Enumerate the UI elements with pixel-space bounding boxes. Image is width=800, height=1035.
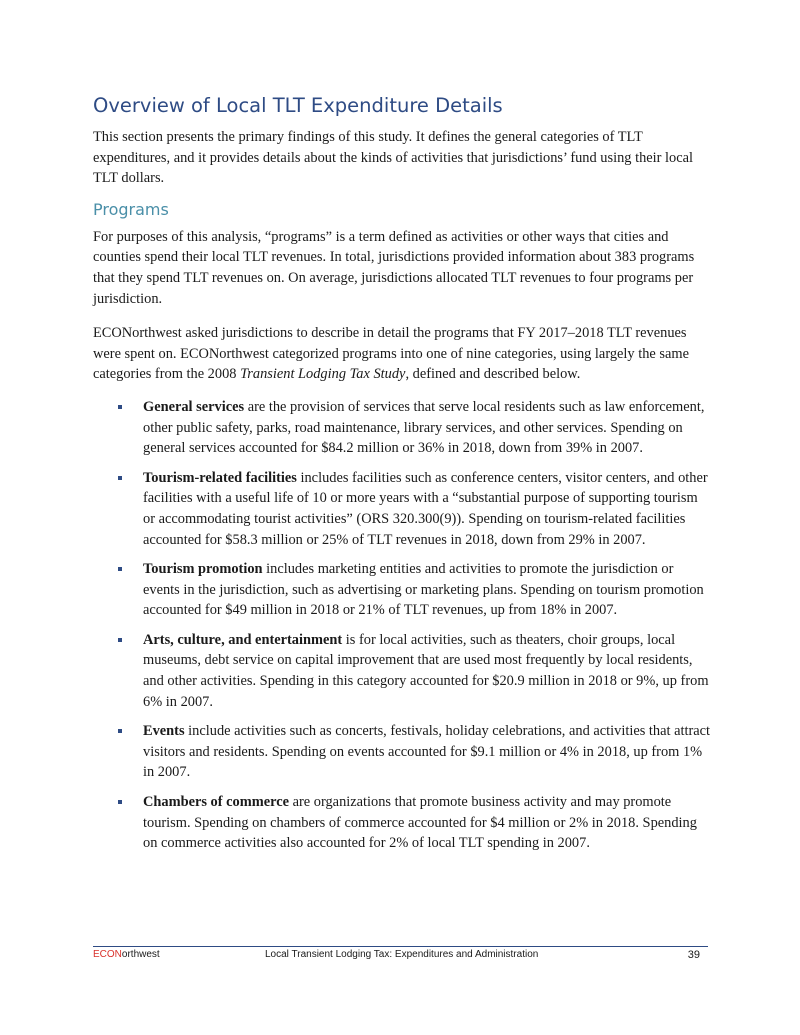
programs-paragraph-2-start: ECONorthwest asked jurisdictions to describe in detail the programs that FY 2017–2018 TLT revenues were spent on. ECONorthwest categorized programs into one of nine categories, using largely the same categories from the 2008: [93, 325, 689, 383]
bullet-icon: [118, 800, 122, 804]
category-term: Chambers of commerce: [143, 794, 289, 811]
brand-econ: ECON: [93, 949, 122, 960]
category-term: General services: [143, 398, 245, 415]
footer-brand: [93, 949, 160, 960]
list-item: [93, 630, 713, 712]
programs-paragraph-2-end: , defined and described below.: [405, 366, 581, 383]
programs-heading: Programs: [93, 199, 169, 219]
category-term: Arts, culture, and entertainment: [143, 631, 343, 648]
bullet-icon: [118, 638, 122, 642]
page-number: 39: [687, 949, 700, 961]
category-term: Tourism-related facilities: [143, 469, 297, 486]
category-list: [93, 397, 713, 854]
list-item: [93, 792, 713, 854]
bullet-icon: [118, 567, 122, 571]
study-title: Transient Lodging Tax Study: [240, 366, 406, 383]
list-item: [93, 559, 713, 621]
brand-rest: orthwest: [121, 949, 160, 960]
list-item: [93, 721, 713, 783]
footer-document-title: Local Transient Lodging Tax: Expenditures and Administration: [265, 949, 539, 960]
bullet-icon: [118, 405, 122, 409]
category-description: includes facilities such as conference centers, visitor centers, and other facilities with a useful life of 10 or more years with a “substantial purpose of supporting tourism or accommodating tourist activities” (ORS 320.300(9)). Spending on tourism-related facilities accounted for $58.3 million or 25% of TLT revenues in 2018, down from 29% in 2007.: [143, 469, 708, 548]
list-item: [93, 397, 713, 459]
page-footer: [93, 949, 708, 965]
main-content: [93, 92, 713, 863]
section-heading: Overview of Local TLT Expenditure Details: [93, 94, 503, 117]
programs-paragraph-2: [93, 323, 713, 385]
list-item: [93, 468, 713, 550]
bullet-icon: [118, 476, 122, 480]
category-description: includes marketing entities and activities to promote the jurisdiction or events in the jurisdiction, such as advertising or marketing plans. Spending on tourism promotion accounted for $49 million in 2018 or 21% of TLT revenues, up from 18% in 2007.: [143, 561, 704, 619]
bullet-icon: [118, 729, 122, 733]
category-description: include activities such as concerts, festivals, holiday celebrations, and activities that attract visitors and residents. Spending on events accounted for $9.1 million or 4% in 2018, up from 1% in 2007.: [143, 723, 711, 781]
intro-paragraph: This section presents the primary findings of this study. It defines the general categories of TLT expenditures, and it provides details about the kinds of activities that jurisdictions’ fund using their local TLT dollars.: [93, 129, 694, 187]
programs-paragraph-1: For purposes of this analysis, “programs” is a term defined as activities or other ways that cities and counties spend their local TLT revenues. In total, jurisdictions provided information about 383 programs that they spend TLT revenues on. On average, jurisdictions allocated TLT revenues to four programs per jurisdiction.: [93, 228, 695, 307]
category-term: Events: [143, 723, 185, 740]
category-description: is for local activities, such as theaters, choir groups, local museums, debt service on capital improvement that are used most frequently by local residents, and other activities. Spending in this category accounted for $20.9 million in 2018 or 9%, up from 6% in 2007.: [143, 631, 709, 710]
footer-divider: [93, 946, 708, 947]
category-term: Tourism promotion: [143, 561, 263, 578]
category-description: are organizations that promote business activity and may promote tourism. Spending on chambers of commerce accounted for $4 million or 2% in 2018. Spending on commerce activities also accounted for 2% of local TLT spending in 2007.: [143, 794, 697, 852]
category-description: are the provision of services that serve local residents such as law enforcement, other public safety, parks, road maintenance, library services, and other services. Spending on general services accounted for $84.2 million or 36% in 2018, down from 39% in 2007.: [143, 398, 705, 457]
